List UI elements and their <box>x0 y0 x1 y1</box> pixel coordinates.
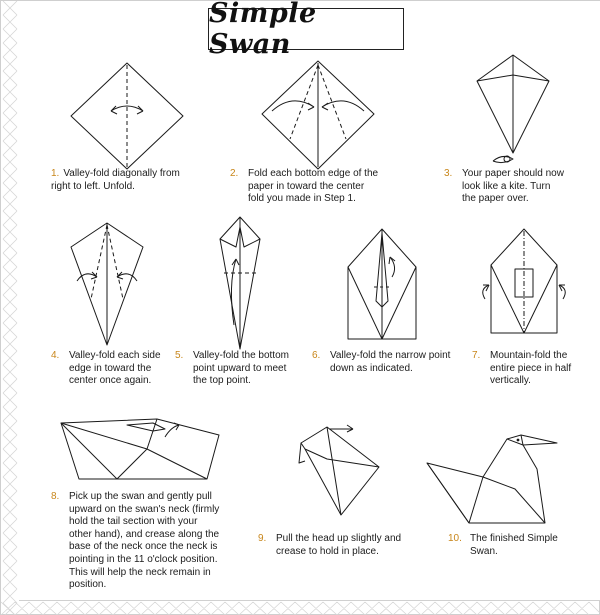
step-number: 4. <box>51 350 60 361</box>
step-number: 9. <box>258 533 267 544</box>
step-3-text <box>444 168 584 206</box>
step-3-diagram <box>473 53 553 173</box>
bottom-decorative-pattern <box>1 601 600 615</box>
step-8-text <box>51 491 251 592</box>
step-number: 7. <box>472 350 481 361</box>
step-instruction: Fold each bottom edge of the paper in toward the center fold you made in Step 1. <box>248 168 379 205</box>
step-number: 8. <box>51 491 60 502</box>
step-instruction: The finished Simple Swan. <box>470 533 558 557</box>
step-5-text <box>175 350 310 388</box>
step-4-text <box>51 350 184 388</box>
step-10-diagram <box>425 429 565 529</box>
step-instruction: Mountain-fold the entire piece in half vertically. <box>490 350 572 387</box>
side-decorative-pattern <box>1 1 19 615</box>
step-instruction: Valley-fold the bottom point upward to meet the top point. <box>193 350 289 387</box>
step-9-text <box>258 533 418 558</box>
step-5-diagram <box>214 215 266 355</box>
step-instruction: Valley-fold each side edge in toward the center once again. <box>69 350 161 387</box>
step-instruction: Valley-fold diagonally from right to left. Unfold. <box>51 168 180 192</box>
step-9-diagram <box>295 419 385 519</box>
step-number: 10. <box>448 533 462 544</box>
step-1-text <box>51 168 180 193</box>
step-4-diagram <box>67 221 147 351</box>
step-number: 1. <box>51 168 60 179</box>
step-number: 2. <box>230 168 239 179</box>
step-2-text <box>230 168 400 206</box>
page-title: Simple Swan <box>209 0 317 60</box>
step-10-text <box>448 533 588 558</box>
step-instruction: Your paper should now look like a kite. Turn the paper over. <box>462 168 564 205</box>
step-6-text <box>312 350 477 375</box>
step-number: 3. <box>444 168 453 179</box>
step-1-diagram <box>67 61 187 171</box>
step-instruction: Pull the head up slightly and crease to hold in place. <box>276 533 402 557</box>
step-8-diagram <box>57 409 227 484</box>
step-instruction: Pick up the swan and gently pull upward on the swan's neck (firmly hold the tail section with your other hand), and crease along the base of the neck once the neck is pointing in the 11 o'clock position. This will help the neck remain in position. <box>69 491 220 591</box>
step-6-diagram <box>344 227 420 347</box>
step-7-text <box>472 350 592 388</box>
step-2-diagram <box>258 59 378 171</box>
step-instruction: Valley-fold the narrow point down as indicated. <box>330 350 451 374</box>
step-number: 6. <box>312 350 321 361</box>
step-number: 5. <box>175 350 184 361</box>
step-7-diagram <box>479 227 569 339</box>
title-box <box>208 0 404 60</box>
